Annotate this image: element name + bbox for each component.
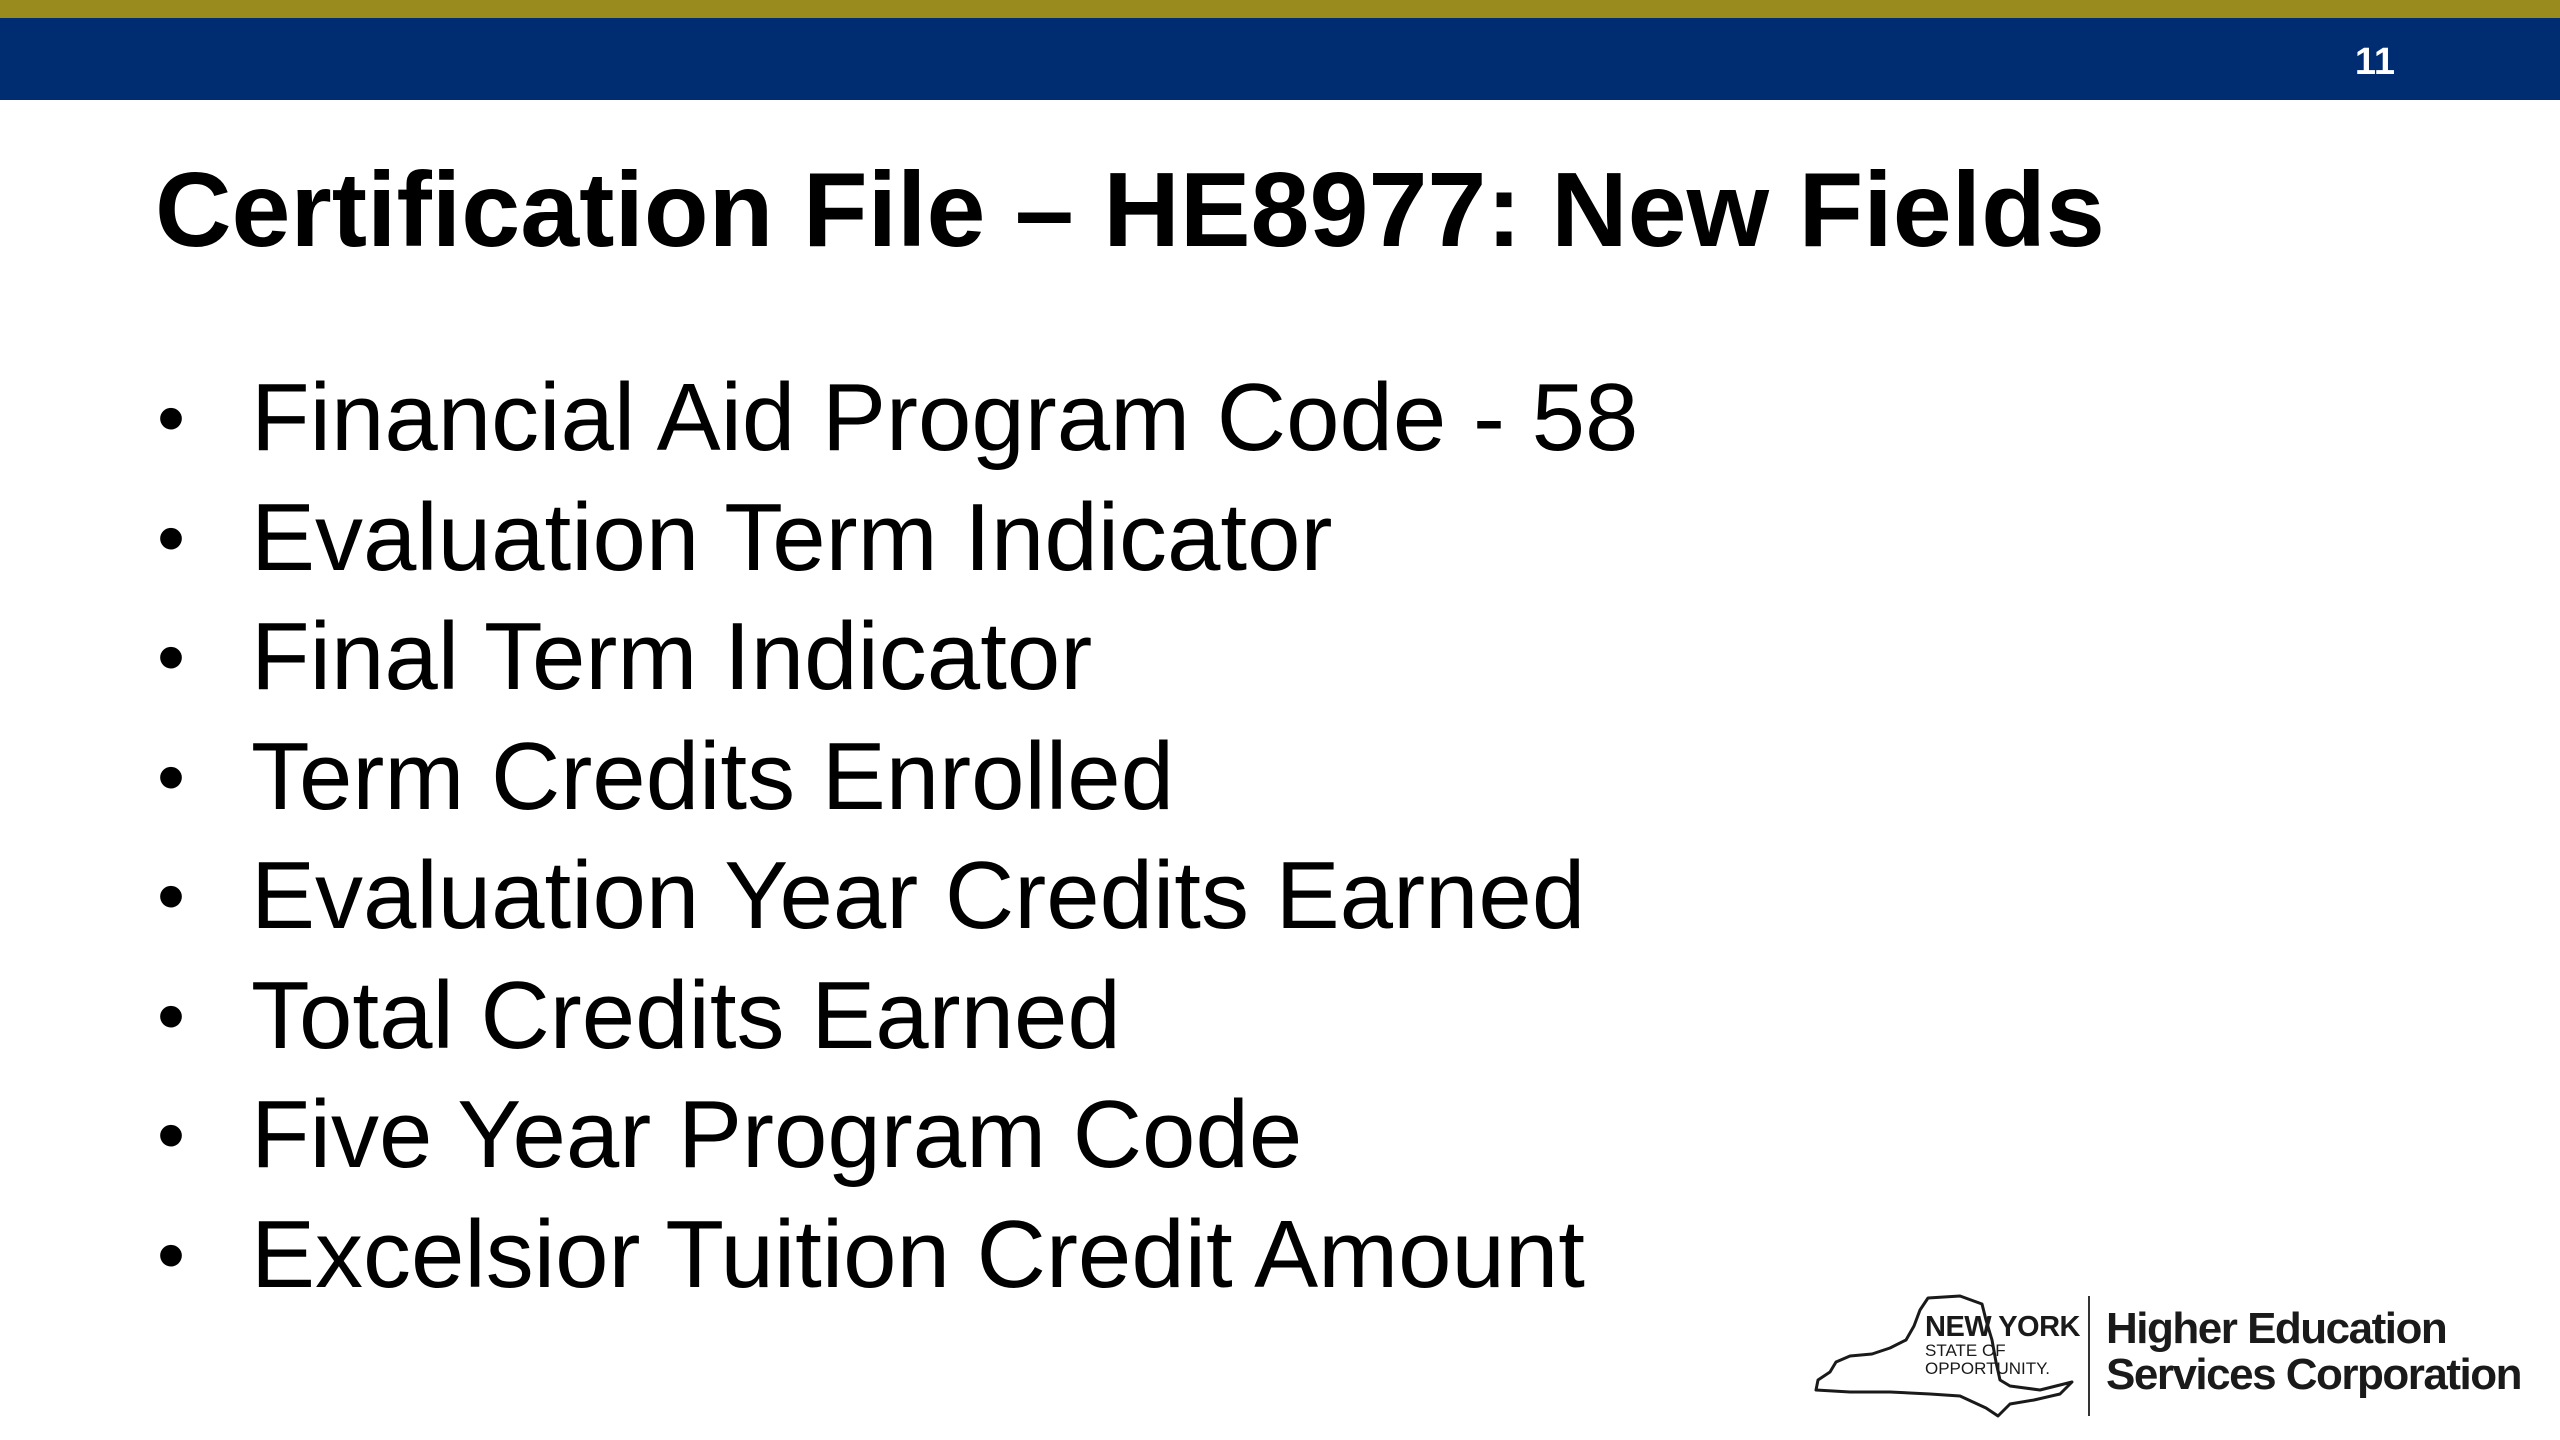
bullet-item [155, 717, 1638, 837]
bullet-item [155, 1195, 1638, 1315]
bullet-icon: • [157, 731, 186, 821]
bullet-item [155, 478, 1638, 598]
bullet-text: Excelsior Tuition Credit Amount [251, 1200, 1585, 1308]
ny-line2: STATE OF [1925, 1341, 2006, 1360]
bullet-icon: • [157, 612, 186, 701]
bullet-item [155, 956, 1638, 1076]
slide-number: 11 [2354, 41, 2395, 83]
bullet-icon: • [157, 1209, 186, 1299]
bullet-item [155, 358, 1638, 478]
bullet-icon: • [157, 851, 186, 940]
bullet-text: Final Term Indicator [251, 603, 1093, 710]
bullet-text: Financial Aid Program Code - 58 [251, 364, 1639, 471]
logo-divider [2088, 1296, 2090, 1416]
header-blue-bar [0, 18, 2560, 100]
ny-line3: OPPORTUNITY. [1925, 1359, 2051, 1378]
bullet-text: Term Credits Enrolled [251, 722, 1174, 830]
bullet-icon: • [157, 1090, 186, 1179]
ny-wordmark [1925, 1312, 2080, 1378]
bullet-icon: • [157, 373, 186, 462]
ny-line1: NEW YORK [1925, 1311, 2080, 1343]
bullet-list [155, 358, 1638, 1314]
bullet-text: Evaluation Year Credits Earned [251, 842, 1586, 949]
bullet-icon: • [157, 970, 186, 1060]
org-line2: Services Corporation [2106, 1350, 2522, 1399]
bullet-text: Evaluation Term Indicator [251, 483, 1333, 591]
bullet-item [155, 836, 1638, 956]
org-line1: Higher Education [2106, 1304, 2447, 1353]
hesc-wordmark [2106, 1306, 2521, 1398]
hesc-logo [1810, 1290, 2520, 1420]
slide-title: Certification File – HE8977: New Fields [155, 151, 2105, 269]
bullet-item [155, 1075, 1638, 1195]
bullet-icon: • [157, 492, 186, 582]
bullet-item [155, 597, 1638, 717]
header-gold-bar [0, 0, 2560, 18]
bullet-text: Total Credits Earned [251, 961, 1121, 1069]
bullet-text: Five Year Program Code [251, 1081, 1303, 1188]
